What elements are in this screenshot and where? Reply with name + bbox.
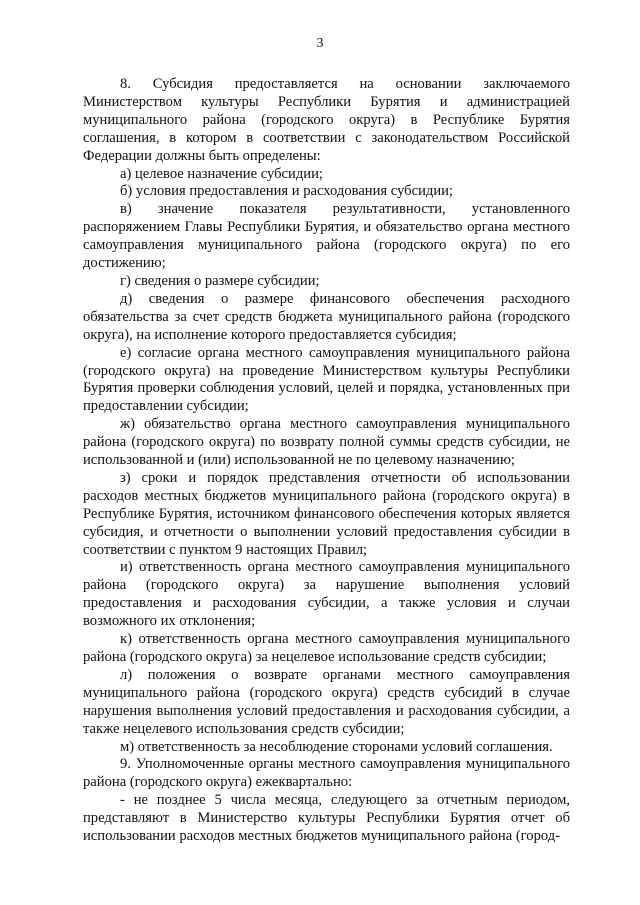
- document-body: [83, 76, 570, 846]
- page-number: 3: [316, 36, 324, 51]
- list-item-g: г) сведения о размере субсидии;: [120, 272, 320, 289]
- paragraph-9-dash-item: - не позднее 5 числа месяца, следующего за отчетным периодом, представляют в Министерство культуры Республики Бурятия отчет об использовании расходов местных бюджетов муниципального района (город-: [83, 792, 570, 845]
- list-item-d: д) сведения о размере финансового обеспечения расходного обязательства за счет средств бюджета муниципального района (городского округа), на исполнение которого предоставляется субсидия;: [83, 290, 570, 343]
- list-item-a: а) целевое назначение субсидии;: [120, 165, 323, 182]
- list-item-l: л) положения о возврате органами местного самоуправления муниципального района (городского округа) средств субсидий в случае нарушения выполнения условий предоставления и расходования субсидии, а также нецелевого использования средств субсидии;: [83, 666, 570, 737]
- list-item-b: б) условия предоставления и расходования субсидии;: [120, 183, 453, 200]
- list-item-e: е) согласие органа местного самоуправления муниципального района (городского округа) на проведение Министерством культуры Республики Бурятия проверки соблюдения условий, целей и порядка, установленных при предоставлении субсидии;: [83, 344, 570, 415]
- paragraph-8-intro: 8. Субсидия предоставляется на основании заключаемого Министерством культуры Республики Бурятия и администрацией муниципального района (городского округа) в Республике Бурятия соглашения, в котором в соответствии с законодательством Российской Федерации должны быть определены:: [83, 76, 570, 164]
- list-item-z: з) сроки и порядок представления отчетности об использовании расходов местных бюджетов муниципального района (городского округа) в Республике Бурятия, источником финансового обеспечения которых является субсидия, и отчетности о выполнении условий предоставления субсидии в соответствии с пунктом 9 настоящих Правил;: [83, 469, 570, 558]
- list-item-m: м) ответственность за несоблюдение сторонами условий соглашения.: [120, 738, 553, 755]
- list-item-i: и) ответственность органа местного самоуправления муниципального района (городского округа) за нарушение выполнения условий предоставления и расходования субсидии, а также условия и случаи возможного их отклонения;: [83, 559, 570, 630]
- list-item-k: к) ответственность органа местного самоуправления муниципального района (городского округа) за нецелевое использование средств субсидии;: [83, 631, 570, 665]
- list-item-v: в) значение показателя результативности, установленного распоряжением Главы Республики Бурятия, и обязательство органа местного самоуправления муниципального района (городского округа) по его достижению;: [83, 201, 570, 272]
- paragraph-9-intro: 9. Уполномоченные органы местного самоуправления муниципального района (городского округа) ежеквартально:: [83, 756, 570, 791]
- list-item-zh: ж) обязательство органа местного самоуправления муниципального района (городского округа) по возврату полной суммы средств субсидии, не использованной и (или) использованной не по целевому назначению;: [83, 416, 570, 469]
